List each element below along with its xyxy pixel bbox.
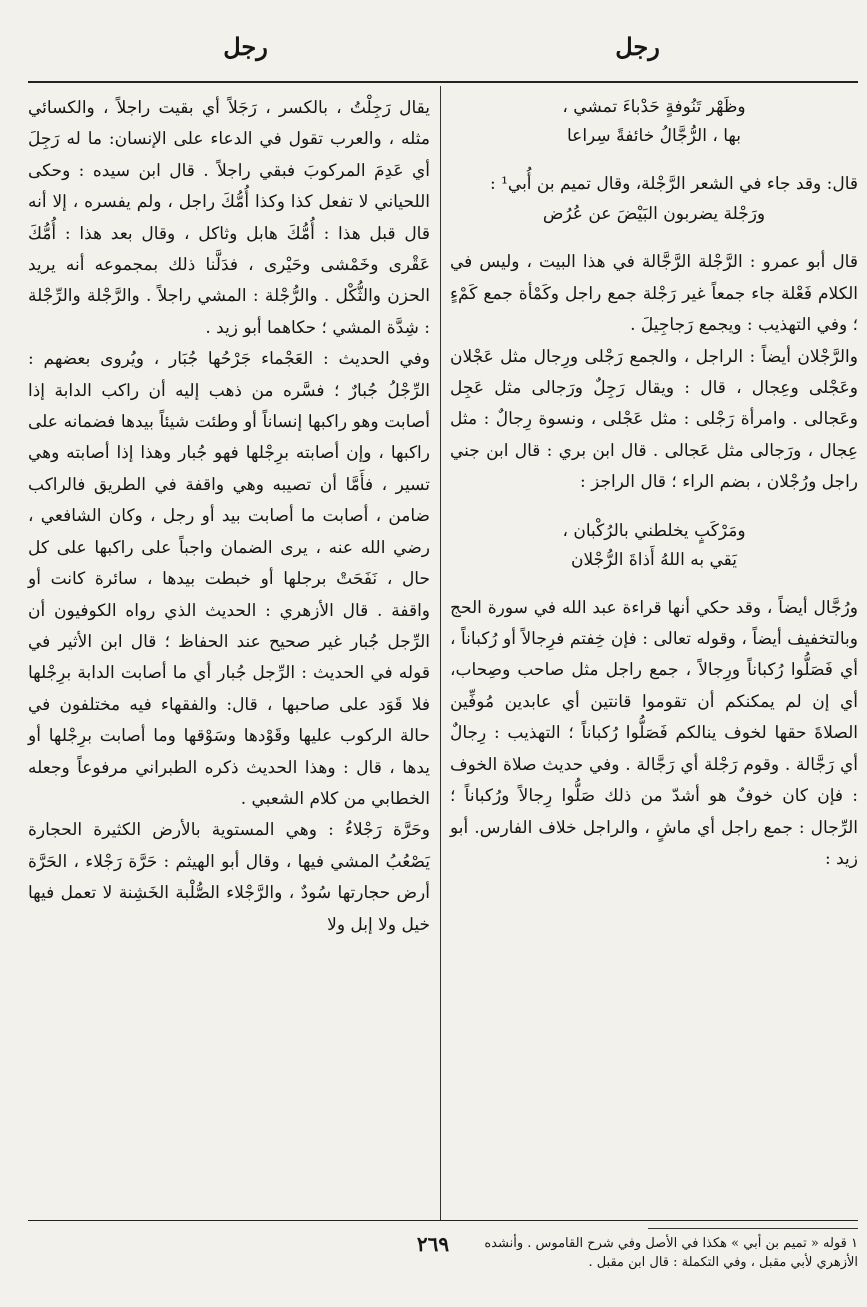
verse-line: بها ، الرُّجَّالُ خائفةً سِراعا (567, 126, 741, 146)
paragraph: يقال رَجِلْتُ ، بالكسر ، رَجَلاً أي بقيت راجلاً ، والكسائي مثله ، والعرب تقول في الدعاء على الإنسان: ما له رَجِلَ أي عَدِمَ المركوبَ فبقي راجلاً . قال ابن سيده : وحكى اللحياني لا تفعل كذا وكذا أُمُّكَ راجل ، ولم يفسره ، إلا أنه قال قبل هذا : أُمُّكَ هابل وثاكل ، وقال بعد هذا : أُمُّكَ عَقْرى وخَمْشى وحَيْرى ، فدَلَّنا ذلك بمجموعه أنه يريد الحزن والثُّكْل . والرُّجْلة : المشي راجلاً . والرَّجْلة والرِّجْلة : شِدَّة المشي ؛ حكاهما أبو زيد . (28, 98, 430, 338)
verse-line: وظَهْر تَنُوفةٍ حَدْباءَ تمشي ، (562, 97, 746, 117)
paragraph: وفي الحديث : العَجْماء جَرْحُها جُبَار ، ويُروى بعضهم : الرِّجْلُ جُبارٌ ؛ فسَّره من ذهب إليه أن راكب الدابة إذا أصابت وهو راكبها إنساناً أو وطئت شيئاً بيدها فضمانه على راكبها ، وإن أصابته برِجْلها فهو جُبار وهذا إذا أصابته وهي تسير ، فأَمَّا أن تصيبه وهي واقفة في الطريق فالراكب ضامن ، أصابت ما أصابت بيد أو رجل ، وكان الشافعي ، رضي الله عنه ، يرى الضمان واجباً على راكبها على كل حال ، نَفَحَتْ برجلها أو خبطت بيدها ، سائرة كانت أو واقفة . قال الأزهري : الحديث الذي رواه الكوفيون أن الرِّجل جُبار غير صحيح عند الحفاظ ؛ قال ابن الأثير في قوله في الحديث : الرِّجل جُبار أي ما أصابت الدابة برِجْلها فلا قَوَد على صاحبها ، قال: والفقهاء فيه مختلفون في حالة الركوب عليها وقَوْدها وسَوْقها وما أصابت برِجْلها أو يدها ، قال : وهذا الحديث ذكره الطبراني مرفوعاً وجعله الخطابي من كلام الشعبي . (28, 349, 430, 809)
verse-line: ومَرْكَبٍ يخلطني بالرُكْبان ، (562, 520, 746, 541)
footnote: ١ قوله « تميم بن أبي » هكذا في الأصل وفي شرح القاموس . وأنشده الأزهري لأبي مقبل ، وفي التكملة : قال ابن مقبل . (484, 1236, 858, 1270)
spacer (450, 499, 858, 517)
verse-line: ورَجْلة يضربون البَيْضَ عن عُرُض (542, 204, 766, 225)
right-column (450, 93, 858, 875)
paragraph: ورُجَّال أيضاً ، وقد حكي أنها قراءة عبد الله في سورة الحج وبالتخفيف أيضاً ، وقوله تعالى : فإن خِفتم فرِجالاً أو رُكباناً ، أي فَصَلُّوا رُكباناً ورِجالاً ، جمع راجل مثل صاحب وصِحاب، أي إن لم يمكنكم أن تقوموا قانتين أي عابدين مُوفِّين الصلاةَ حقها لخوف ينالكم فَصَلُّوا رُكباناً ؛ التهذيب : رِجالٌ أي رَجَّالة . وقوم رَجْلة أي رَجَّالة . وفي حديث صلاة الخوف : فإن كان خوفٌ هو أشدّ من ذلك صَلُّوا رِجالاً ورُكباناً ؛ الرِّجال : جمع راجل أي ماشٍ ، والراجل خلاف الفارس. أبو زيد : (450, 597, 858, 869)
verse-line: يَقي به اللهُ أَذاةَ الرُّجْلان (571, 549, 737, 570)
column-divider (440, 86, 441, 1220)
page-number: ٢٦٩ (416, 1232, 450, 1256)
footnote-rule (648, 1228, 858, 1229)
left-header-word: رجل (223, 32, 268, 61)
right-header-word: رجل (615, 32, 660, 61)
spacer (450, 151, 858, 169)
paragraph: والرَّجْلان أيضاً : الراجل ، والجمع رَجْلى ورِجال مثل عَجْلان وعَجْلى وعِجال ، قال : ويقال رَجِلٌ ورَجالى مثل عَجِل وعَجالى . وامرأة رَجْلى : مثل عَجْلى ، ونسوة رِجالٌ : مثل عِجال ، ورَجالى مثل عَجالى . قال ابن بري : قال ابن جني راجل ورُجْلان ، بضم الراء ؛ قال الراجز : (450, 346, 858, 493)
paragraph: وحَرَّة رَجْلاءُ : وهي المستوية بالأرض الكثيرة الحجارة يَصْعُبُ المشي فيها ، وقال أبو الهيثم : حَرَّة رَجْلاء ، الحَرَّة أرض حجارتها سُودٌ ، والرَّجْلاء الصُّلْبة الخَشِنة لا تعمل فيها خيل ولا إبل ولا (28, 820, 430, 935)
footer-rule (28, 1220, 858, 1221)
spacer (450, 229, 858, 247)
paragraph: قال أبو عمرو : الرَّجْلة الرَّجَّالة في هذا البيت ، وليس في الكلام فَعْلة جاء جمعاً غير رَجْلة جمع راجل وكَمْأة جمع كَمْءٍ ؛ وفي التهذيب : ويجمع رَجاجِيلَ . (450, 252, 858, 336)
left-column (28, 93, 430, 941)
header-rule (28, 81, 858, 83)
spacer (450, 575, 858, 593)
paragraph: قال: وقد جاء في الشعر الرَّجْلة، وقال تميم بن أُبي¹ : (489, 174, 858, 194)
